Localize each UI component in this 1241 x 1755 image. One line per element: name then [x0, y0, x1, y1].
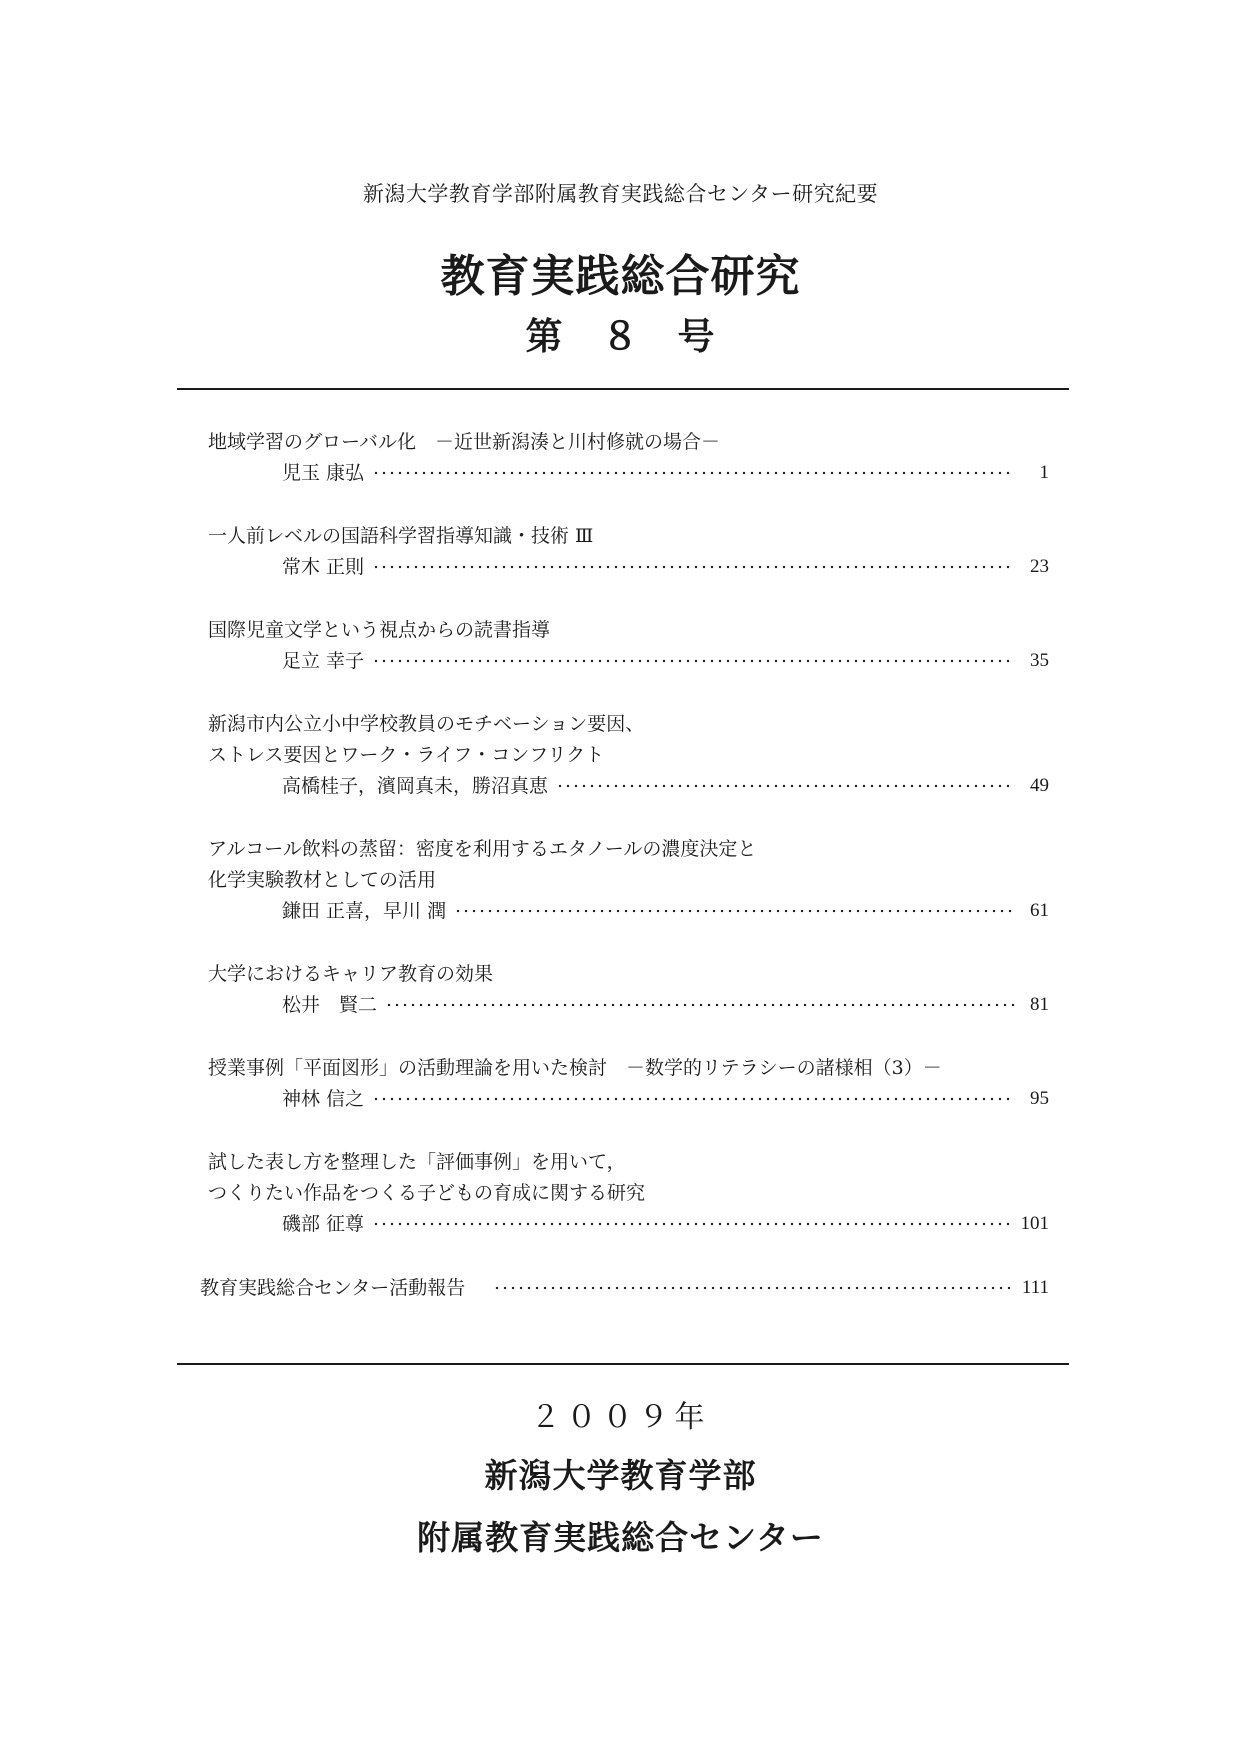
toc-activity-report-row[interactable] [200, 1276, 1049, 1300]
toc-entry-author-row[interactable] [282, 555, 1049, 579]
dot-leader [372, 565, 1015, 569]
toc-entry-author-row[interactable] [282, 649, 1049, 673]
dot-leader [493, 1286, 1012, 1290]
toc-entry-title-continued[interactable]: ストレス要因とワーク・ライフ・コンフリクト [208, 744, 605, 766]
toc-entry-author-row[interactable] [282, 1212, 1049, 1236]
dot-leader [372, 659, 1015, 663]
toc-entry-title-continued[interactable]: 化学実験教材としての活用 [208, 869, 437, 891]
toc-entry-author-row[interactable] [282, 774, 1049, 798]
toc-entry-page: 23 [1030, 556, 1049, 577]
dot-leader [372, 471, 1015, 475]
toc-entry-author: 神林 信之 [282, 1088, 365, 1110]
toc-entry-page: 101 [1020, 1213, 1049, 1234]
toc-activity-report-page: 111 [1021, 1277, 1049, 1298]
dot-leader [556, 784, 1015, 788]
toc-entry-author: 鎌田 正喜，早川 潤 [282, 900, 447, 922]
toc-entry-author-row[interactable] [282, 993, 1049, 1017]
toc-entry-page: 35 [1030, 650, 1049, 671]
bottom-divider [177, 1363, 1069, 1365]
dot-leader [385, 1003, 1015, 1007]
toc-entry-author: 松井 賢二 [282, 994, 378, 1016]
toc-entry-page: 61 [1030, 900, 1049, 921]
dot-leader [372, 1222, 1010, 1226]
toc-entry-title[interactable]: アルコール飲料の蒸留：密度を利用するエタノールの濃度決定と [208, 838, 757, 860]
issue-number: 第 ８ 号 [525, 315, 716, 358]
toc-entry-title[interactable]: 授業事例「平面図形」の活動理論を用いた検討 －数学的リテラシーの諸様相（3）－ [208, 1057, 942, 1079]
toc-entry-page: 49 [1030, 775, 1049, 796]
toc-entry-title[interactable]: 国際児童文学という視点からの読書指導 [208, 619, 551, 641]
toc-entry-title[interactable]: 新潟市内公立小中学校教員のモチベーション要因、 [208, 713, 645, 735]
toc-activity-report-title: 教育実践総合センター活動報告 [200, 1277, 466, 1299]
toc-entry-title[interactable]: 試した表し方を整理した「評価事例」を用いて， [208, 1151, 626, 1173]
journal-title: 教育実践総合研究 [440, 251, 801, 302]
top-divider [177, 388, 1069, 390]
dot-leader [454, 909, 1015, 913]
dot-leader [372, 1097, 1015, 1101]
toc-entry-title[interactable]: 一人前レベルの国語科学習指導知識・技術 Ⅲ [208, 525, 594, 547]
toc-entry-page: 95 [1030, 1088, 1049, 1109]
toc-entry-title-continued[interactable]: つくりたい作品をつくる子どもの育成に関する研究 [208, 1182, 646, 1204]
toc-entry-author: 児玉 康弘 [282, 462, 365, 484]
toc-entry-author: 磯部 征尊 [282, 1213, 365, 1235]
publisher-line-1: 新潟大学教育学部 [484, 1456, 757, 1495]
series-title: 新潟大学教育学部附属教育実践総合センター研究紀要 [362, 182, 879, 206]
toc-entry-page: 81 [1030, 994, 1049, 1015]
toc-entry-author-row[interactable] [282, 461, 1049, 485]
toc-entry-title[interactable]: 地域学習のグローバル化 －近世新潟湊と川村修就の場合－ [208, 431, 721, 453]
publisher-line-2: 附属教育実践総合センター [417, 1518, 824, 1557]
publication-year: ２００９年 [530, 1400, 711, 1435]
toc-entry-author: 足立 幸子 [282, 650, 365, 672]
toc-entry-author-row[interactable] [282, 1087, 1049, 1111]
toc-entry-author: 高橋桂子，濱岡真未，勝沼真恵 [282, 775, 549, 797]
toc-entry-page: 1 [1039, 462, 1049, 483]
toc-entry-title[interactable]: 大学におけるキャリア教育の効果 [208, 963, 494, 985]
toc-entry-author-row[interactable] [282, 899, 1049, 923]
toc-entry-author: 常木 正則 [282, 556, 365, 578]
